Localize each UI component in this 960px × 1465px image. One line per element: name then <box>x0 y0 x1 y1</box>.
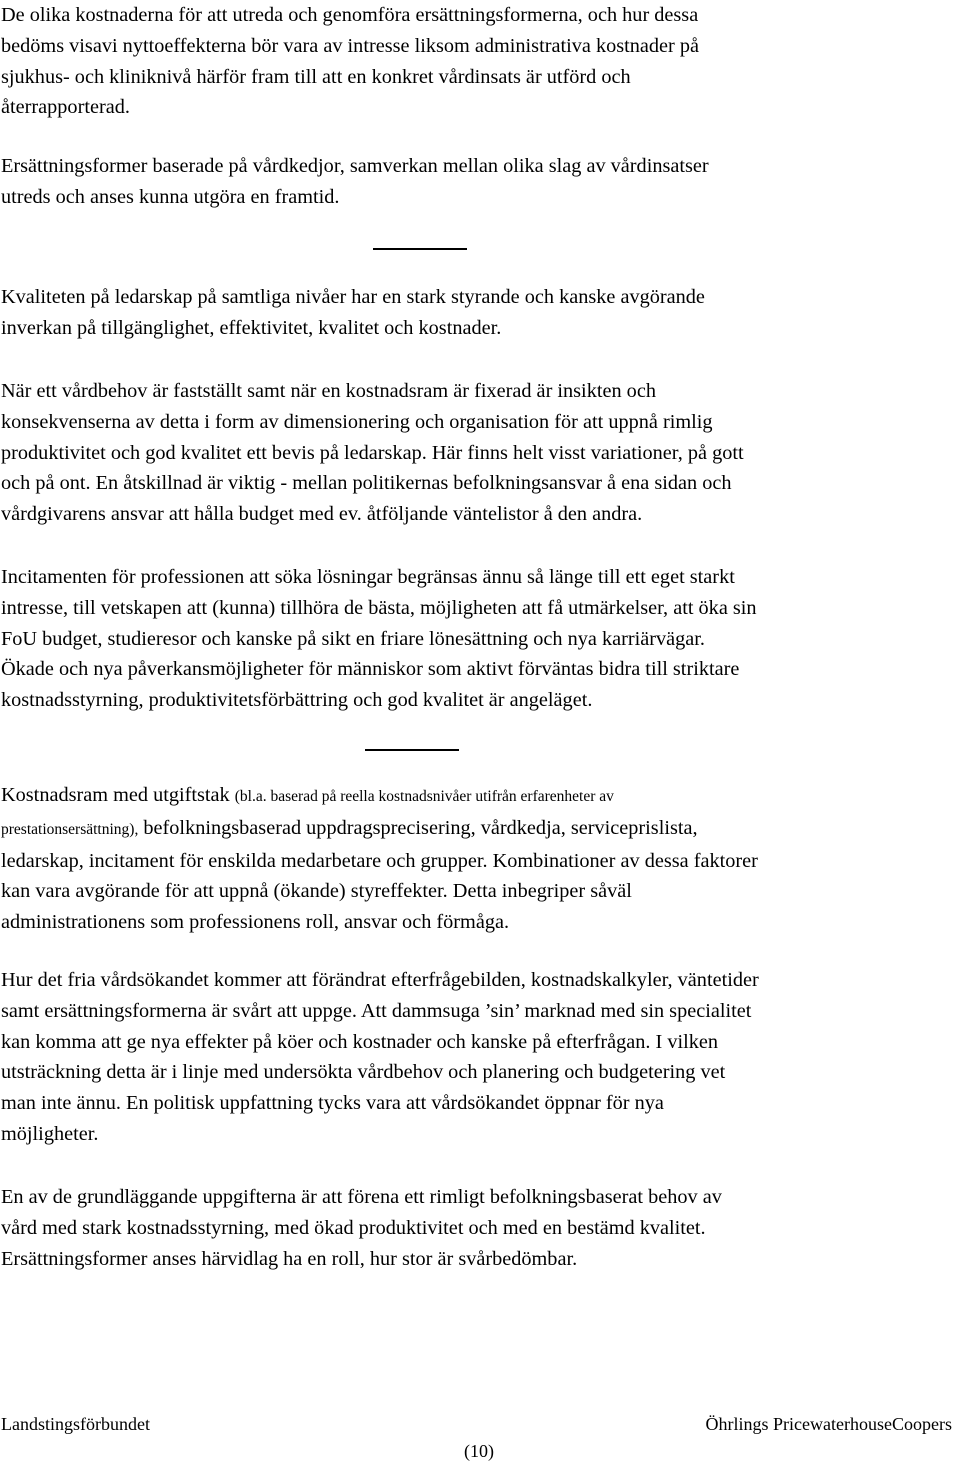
footer-organization-left: Landstingsförbundet <box>1 1414 150 1434</box>
text-line: kan vara avgörande för att uppnå (ökande) styreffekter. Detta inbegriper såväl <box>1 880 632 903</box>
text-line: ledarskap, incitament för enskilda medarbetare och grupper. Kombinationer av dessa faktorer <box>1 849 758 872</box>
text-line: produktivitet och god kvalitet ett bevis på ledarskap. Här finns helt visst variationer, på gott <box>1 441 744 464</box>
text-line: intresse, till vetskapen att (kunna) tillhöra de bästa, möjligheten att få utmärkelser, att öka sin <box>1 596 757 619</box>
text-run-small: (bl.a. baserad på reella kostnadsnivåer utifrån erfarenheter av <box>234 788 614 805</box>
text-line: Ersättningsformer baserade på vårdkedjor, samverkan mellan olika slag av vårdinsatser <box>1 155 709 177</box>
paragraph-cost-frame <box>1 780 957 938</box>
text-line: utsträckning detta är i linje med undersökta vårdbehov och planering och budgetering vet <box>1 1061 726 1084</box>
text-line: man inte ännu. En politisk uppfattning tycks vara att vårdsökandet öppnar för nya <box>1 1092 664 1115</box>
text-line: återrapporterad. <box>1 96 130 119</box>
text-line: Kvaliteten på ledarskap på samtliga nivåer har en stark styrande och kanske avgörande <box>1 286 705 308</box>
text-line: sjukhus- och kliniknivå härför fram till att en konkret vårdinsats är utförd och <box>1 65 631 88</box>
text-line: bedöms visavi nyttoeffekterna bör vara av intresse liksom administrativa kostnader på <box>1 34 700 57</box>
text-line: samt ersättningsformerna är svårt att uppge. Att dammsuga ’sin’ marknad med sin specialitet <box>1 999 752 1022</box>
text-line: möjligheter. <box>1 1122 99 1145</box>
text-line <box>1 780 957 813</box>
text-line: De olika kostnaderna för att utreda och genomföra ersättningsformerna, och hur dessa <box>1 4 699 26</box>
paragraph-leadership-quality <box>1 282 957 344</box>
text-line: Hur det fria vårdsökandet kommer att förändrat efterfrågebilden, kostnadskalkyler, väntetider <box>1 969 759 991</box>
text-line: och på ont. En åtskillnad är viktig - mellan politikernas befolkningsansvar å ena sidan och <box>1 472 732 495</box>
paragraph-free-care-choice <box>1 965 957 1150</box>
text-line: konsekvenserna av detta i form av dimensionering och organisation för att uppnå rimlig <box>1 410 713 433</box>
text-line: kostnadsstyrning, produktivitetsförbättring och god kvalitet är angeläget. <box>1 689 593 712</box>
footer-organization-right: Öhrlings PricewaterhouseCoopers <box>705 1414 952 1434</box>
text-line: inverkan på tillgänglighet, effektivitet, kvalitet och kostnader. <box>1 316 502 339</box>
text-line: Ökade och nya påverkansmöjligheter för människor som aktivt förväntas bidra till striktare <box>1 658 740 681</box>
text-line: vårdgivarens ansvar att hålla budget med ev. åtföljande väntelistor å den andra. <box>1 503 643 526</box>
paragraph-fundamental-tasks <box>1 1182 957 1274</box>
page-number: (10) <box>464 1441 494 1461</box>
text-line: När ett vårdbehov är fastställt samt när en kostnadsram är fixerad är insikten och <box>1 380 656 402</box>
text-line: administrationens som professionens roll, ansvar och förmåga. <box>1 911 510 934</box>
text-run-small: prestationsersättning), <box>1 820 139 838</box>
text-line: kan komma att ge nya effekter på köer och kostnader och kanske på efterfrågan. I vilken <box>1 1030 719 1053</box>
text-line: Incitamenten för professionen att söka lösningar begränsas ännu så länge till ett eget starkt <box>1 566 735 588</box>
text-line <box>1 813 957 846</box>
text-run: befolkningsbaserad uppdragsprecisering, vårdkedja, serviceprislista, <box>138 816 698 839</box>
section-divider <box>365 749 459 751</box>
text-line: Ersättningsformer anses härvidlag ha en roll, hur stor är svårbedömbar. <box>1 1247 578 1270</box>
text-line: FoU budget, studieresor och kanske på sikt en friare lönesättning och nya karriärvägar. <box>1 627 705 650</box>
paragraph-care-needs <box>1 376 957 530</box>
text-line: vård med stark kostnadsstyrning, med ökad produktivitet och med en bestämd kvalitet. <box>1 1216 706 1239</box>
text-line: En av de grundläggande uppgifterna är att förena ett rimligt befolkningsbaserat behov av <box>1 1186 722 1208</box>
paragraph-care-chains <box>1 151 957 213</box>
paragraph-incentives <box>1 562 957 716</box>
text-run: Kostnadsram med utgiftstak <box>1 784 235 806</box>
text-line: utreds och anses kunna utgöra en framtid. <box>1 185 340 208</box>
section-divider <box>373 248 467 250</box>
paragraph-admin-costs <box>1 0 957 123</box>
